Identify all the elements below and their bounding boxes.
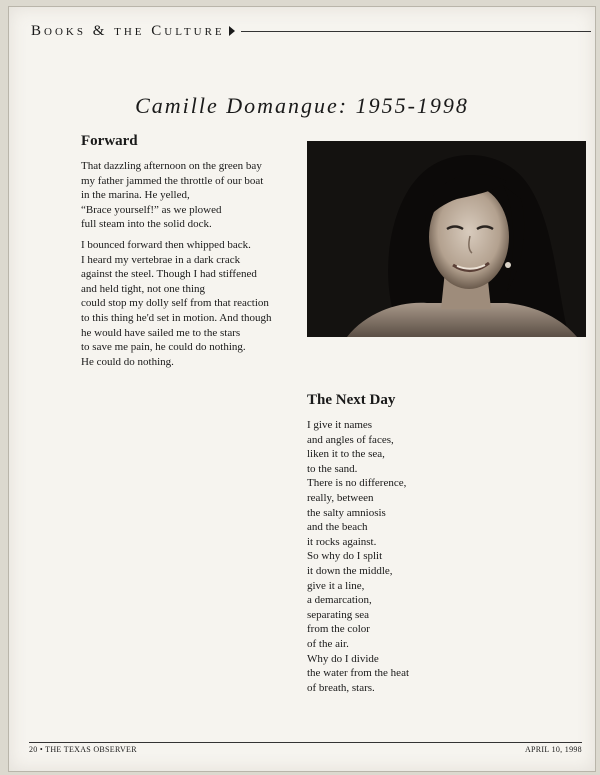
poem-title: Forward — [81, 133, 138, 149]
poem-line: it rocks against. — [307, 535, 377, 548]
section-title: Books & the Culture — [31, 22, 225, 39]
poem-line: a demarcation, — [307, 594, 372, 607]
poem-line: of breath, stars. — [307, 681, 375, 694]
poem-line: could stop my dolly self from that reaction — [81, 297, 269, 310]
poem-line: Why do I divide — [307, 652, 379, 665]
poem-line: He could do nothing. — [81, 355, 174, 368]
poem-line: to save me pain, he could do nothing. — [81, 341, 246, 354]
poem-line: I heard my vertebrae in a dark crack — [81, 253, 241, 266]
poem-line: There is no difference, — [307, 477, 407, 490]
header-rule — [241, 31, 591, 32]
stanza — [307, 418, 547, 695]
arrow-right-icon — [229, 26, 235, 36]
footer-date: APRIL 10, 1998 — [524, 745, 582, 754]
stanza — [81, 159, 301, 232]
poem-line: liken it to the sea, — [307, 448, 385, 461]
poem-line: my father jammed the throttle of our boat — [81, 174, 264, 187]
poem-line: and angles of faces, — [307, 433, 394, 446]
poem-the-next-day — [307, 392, 547, 701]
poem-line: the salty amniosis — [307, 506, 386, 519]
poem-line: the water from the heat — [307, 667, 410, 680]
poem-line: and held tight, not one thing — [81, 282, 206, 295]
portrait-illustration — [307, 141, 586, 337]
poem-line: from the color — [307, 623, 370, 636]
page-footer — [29, 742, 582, 754]
poem-line: I bounced forward then whipped back. — [81, 238, 251, 251]
poem-line: So why do I split — [307, 550, 383, 563]
poem-line: give it a line, — [307, 579, 365, 592]
poem-line: really, between — [307, 491, 374, 504]
poem-line: of the air. — [307, 637, 349, 650]
article-title: Camille Domangue: 1955-1998 — [135, 93, 469, 118]
footer-publication: 20 • THE TEXAS OBSERVER — [29, 745, 137, 754]
poem-line: That dazzling afternoon on the green bay — [81, 160, 262, 172]
poem-line: against the steel. Though I had stiffened — [81, 268, 257, 281]
poem-line: it down the middle, — [307, 564, 393, 577]
poem-line: he would have sailed me to the stars — [81, 326, 241, 339]
magazine-page — [8, 6, 596, 772]
poem-line: I give it names — [307, 419, 373, 431]
stanza — [81, 238, 301, 369]
section-header — [31, 19, 591, 43]
poem-line: in the marina. He yelled, — [81, 189, 190, 202]
poem-line: to this thing he'd set in motion. And though — [81, 311, 272, 324]
portrait-photo — [307, 141, 586, 337]
poem-title: The Next Day — [307, 392, 396, 408]
poem-line: “Brace yourself!” as we plowed — [81, 203, 222, 216]
poem-line: separating sea — [307, 608, 369, 621]
poem-line: and the beach — [307, 521, 368, 534]
poem-forward — [81, 133, 301, 375]
poem-line: to the sand. — [307, 462, 358, 475]
poem-line: full steam into the solid dock. — [81, 218, 212, 231]
